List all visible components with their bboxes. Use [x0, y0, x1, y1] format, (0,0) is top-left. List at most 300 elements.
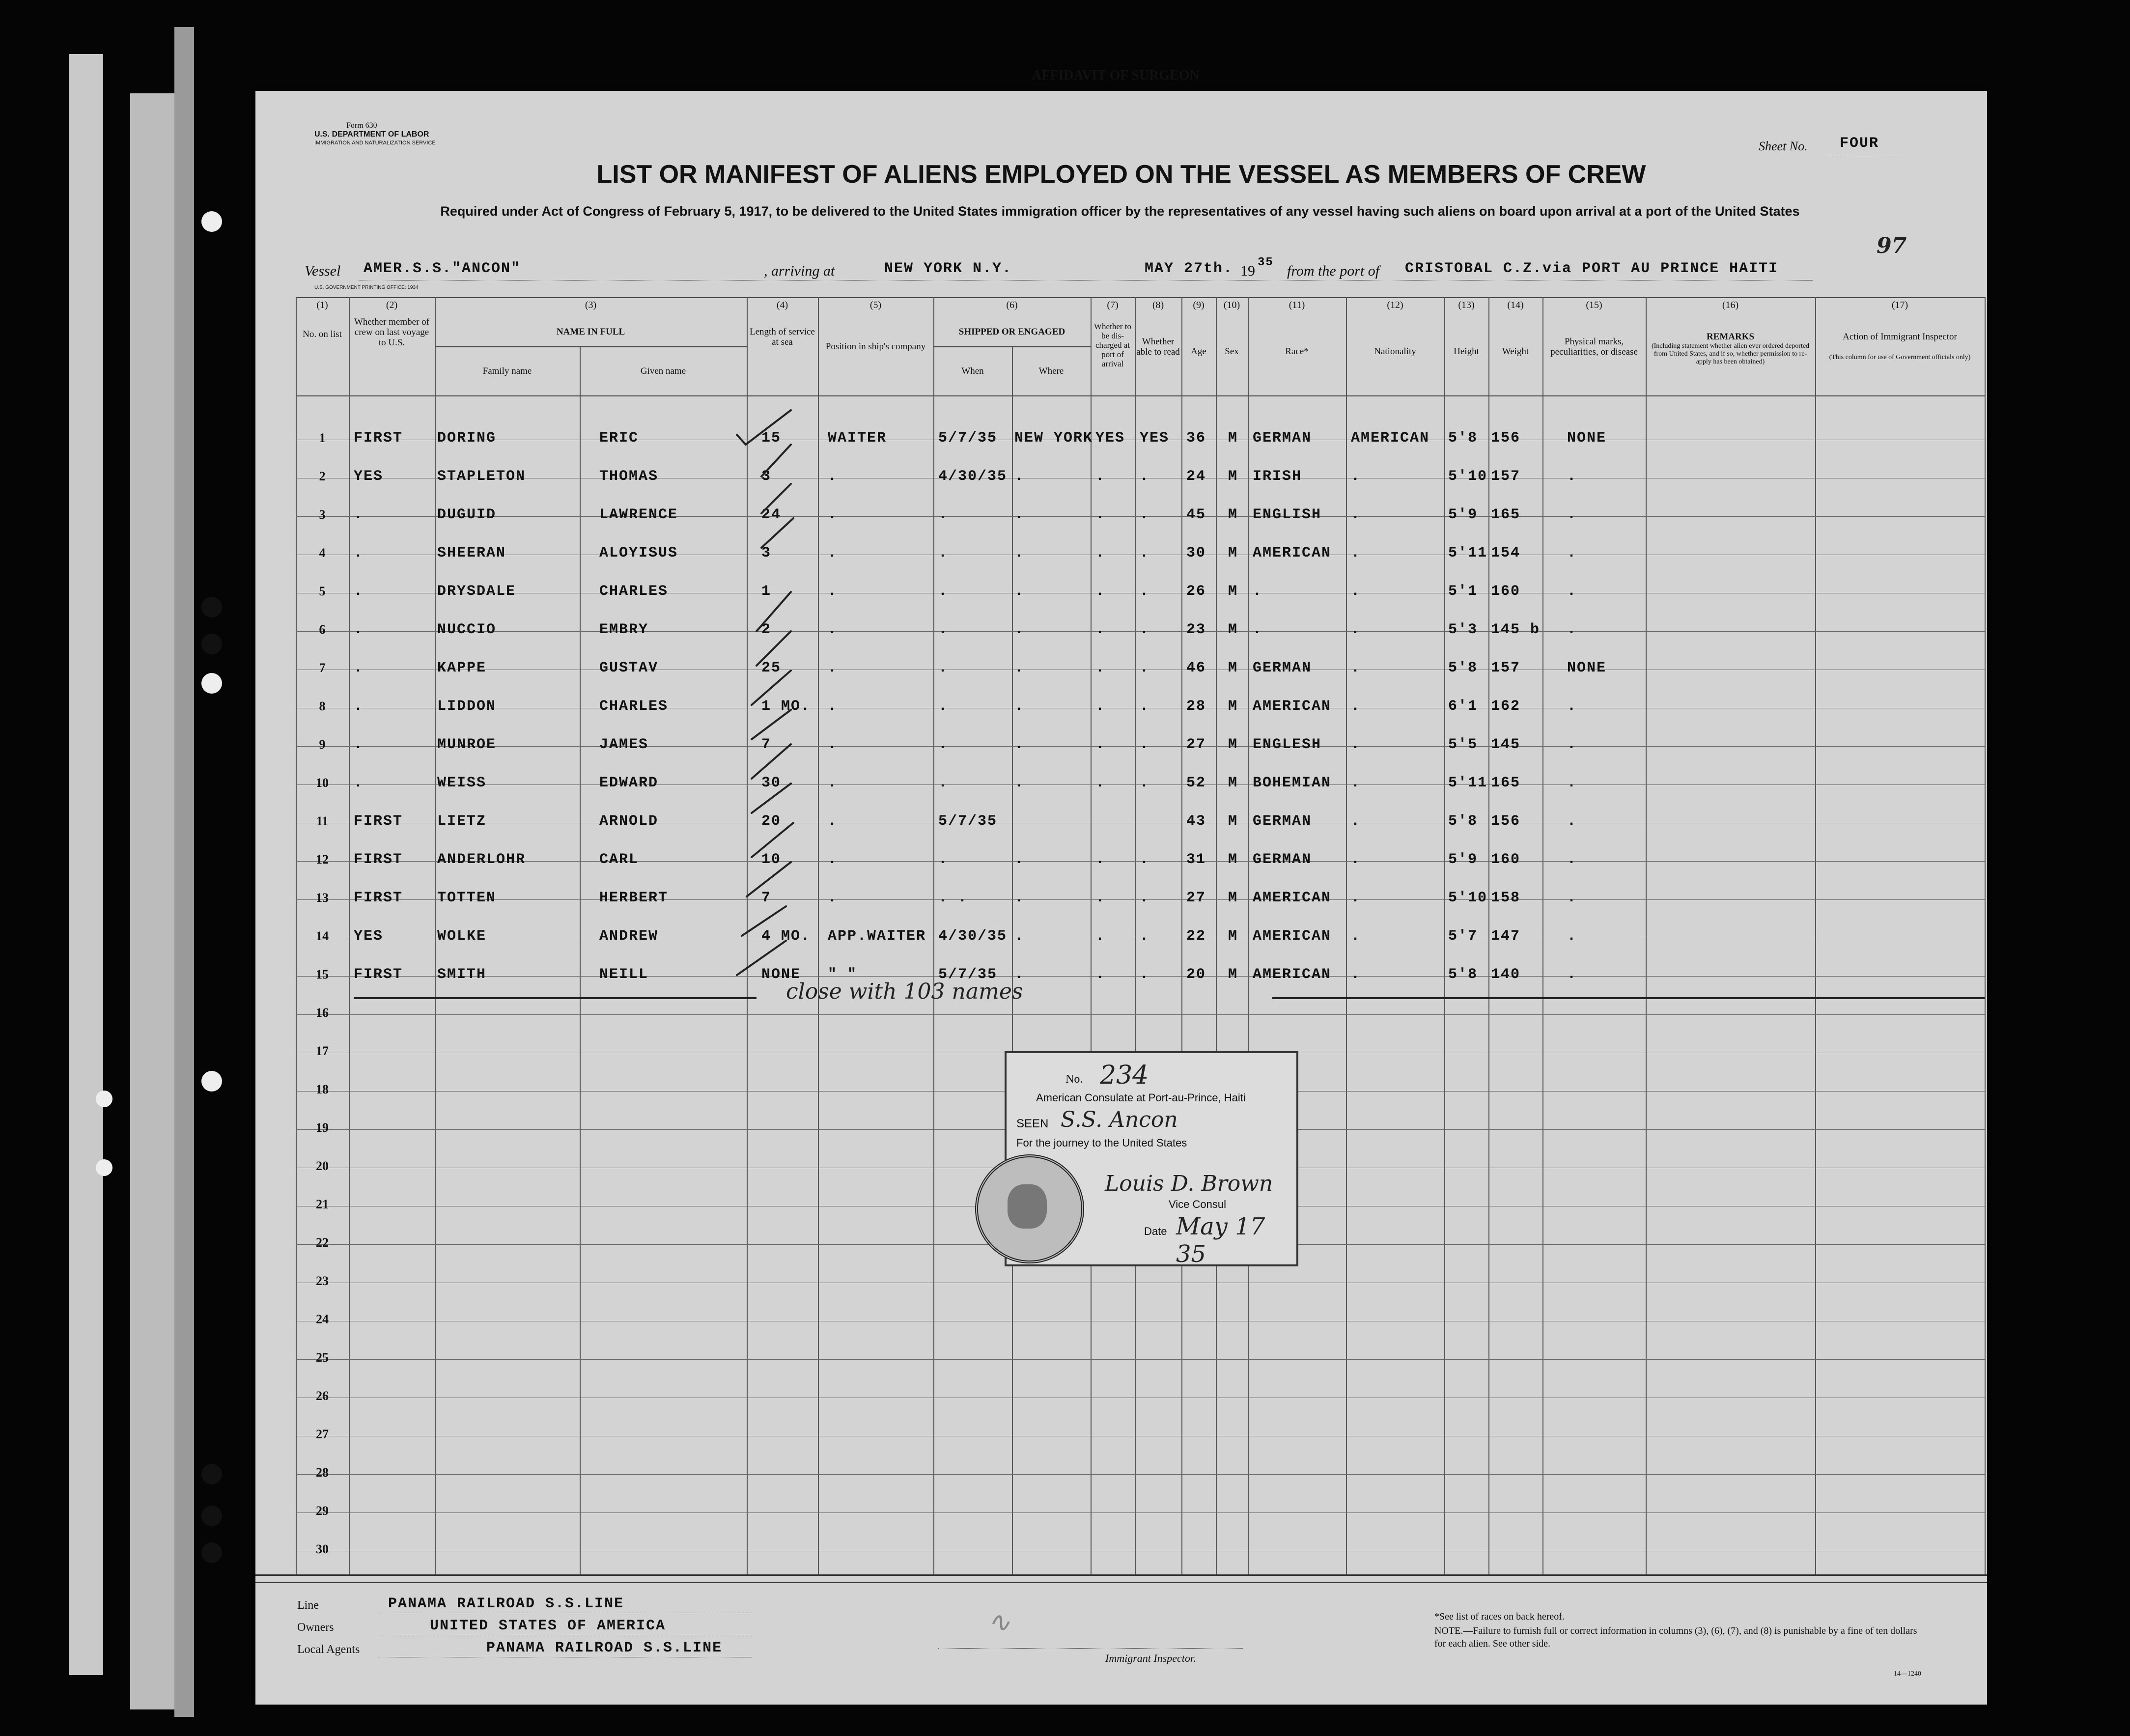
printer-line: U.S. GOVERNMENT PRINTING OFFICE: 1934: [314, 285, 419, 290]
cell-discharged: .: [1095, 545, 1106, 561]
header-remarks-note: (Including statement whether alien ever ordered deported from United States, and if so, whether permission to re-apply has been obtained): [1651, 342, 1810, 365]
cell-length-service: 10: [761, 851, 782, 868]
cell-height: 5'1: [1448, 583, 1478, 600]
cell-nationality: .: [1351, 698, 1361, 715]
inspector-label: Immigrant Inspector.: [1105, 1652, 1196, 1664]
col-num-15: (15): [1586, 300, 1602, 310]
cell-last-voyage: FIRST: [354, 813, 403, 830]
binder-strip-inner: [130, 93, 174, 1709]
cell-physical-marks: .: [1567, 698, 1577, 715]
col-num-14: (14): [1507, 300, 1524, 310]
col-num-7: (7): [1107, 300, 1119, 310]
cell-family-name: DUGUID: [437, 506, 497, 523]
header-shipped: SHIPPED OR ENGAGED: [958, 327, 1065, 337]
cell-read: .: [1140, 890, 1150, 906]
cell-weight: 140: [1491, 966, 1521, 983]
row-number: 27: [316, 1427, 329, 1441]
row-number: 20: [316, 1159, 329, 1173]
from-port: CRISTOBAL C.Z.via PORT AU PRINCE HAITI: [1405, 260, 1779, 277]
cell-length-service: 1: [761, 583, 772, 600]
cell-family-name: STAPLETON: [437, 468, 526, 485]
stamp-no-value: 234: [1100, 1061, 1149, 1090]
cell-nationality: .: [1351, 736, 1361, 753]
cell-nationality: .: [1351, 583, 1361, 600]
form-number: Form 630: [346, 121, 377, 130]
row-number: 9: [319, 737, 326, 752]
col-num-5: (5): [869, 300, 882, 310]
cell-sex: M: [1228, 545, 1238, 561]
cell-position: APP.WAITER: [828, 928, 926, 945]
header-age: Age: [1191, 346, 1206, 357]
cell-length-service: 3: [761, 468, 772, 485]
cell-where: .: [1014, 966, 1025, 983]
cell-age: 22: [1186, 928, 1206, 945]
cell-weight: 157: [1491, 468, 1521, 485]
cell-height: 5'9: [1448, 506, 1478, 523]
cell-length-service: 7: [761, 890, 772, 906]
cell-last-voyage: .: [354, 736, 364, 753]
header-remarks: REMARKS: [1706, 332, 1755, 342]
cell-sex: M: [1228, 890, 1238, 906]
header-height: Height: [1454, 346, 1479, 357]
cell-length-service: 30: [761, 775, 782, 791]
cell-where: .: [1014, 928, 1025, 945]
cell-nationality: .: [1351, 506, 1361, 523]
binder-hole: [201, 1542, 222, 1563]
cell-discharged: .: [1095, 851, 1106, 868]
cell-where: NEW YORK: [1014, 430, 1093, 447]
cell-nationality: .: [1351, 621, 1361, 638]
cell-where: .: [1014, 851, 1025, 868]
cell-last-voyage: .: [354, 660, 364, 676]
cell-discharged: .: [1095, 775, 1106, 791]
cell-race: IRISH: [1253, 468, 1302, 485]
cell-when: . .: [938, 890, 968, 906]
cell-physical-marks: .: [1567, 621, 1577, 638]
cell-given-name: ALOYISUS: [599, 545, 678, 561]
cell-race: .: [1253, 583, 1263, 600]
inspector-signature: ∿: [987, 1606, 1010, 1638]
cell-age: 52: [1186, 775, 1206, 791]
cell-read: .: [1140, 966, 1150, 983]
cell-age: 45: [1186, 506, 1206, 523]
cell-height: 6'1: [1448, 698, 1478, 715]
footer-owners-value: UNITED STATES OF AMERICA: [430, 1618, 666, 1634]
cell-length-service: NONE: [761, 966, 801, 983]
header-when: When: [961, 366, 984, 376]
header-sex: Sex: [1225, 346, 1239, 357]
col-num-3: (3): [585, 300, 597, 310]
vessel-label: Vessel: [305, 263, 341, 279]
cell-last-voyage: YES: [354, 928, 384, 945]
cell-age: 26: [1186, 583, 1206, 600]
row-separator: [296, 1474, 1985, 1475]
year-suffix: 35: [1258, 256, 1274, 269]
stamp-date-label: Date: [1144, 1225, 1167, 1237]
cell-where: .: [1014, 660, 1025, 676]
cell-sex: M: [1228, 660, 1238, 676]
stamp-consulate: American Consulate at Port-au-Prince, Haiti: [1036, 1092, 1246, 1104]
cell-family-name: SMITH: [437, 966, 487, 983]
cell-age: 30: [1186, 545, 1206, 561]
footer-owners-label: Owners: [297, 1621, 334, 1634]
col-num-9: (9): [1193, 300, 1205, 310]
closing-line-left: [354, 997, 757, 999]
cell-when: .: [938, 583, 949, 600]
cell-discharged: .: [1095, 660, 1106, 676]
cell-age: 20: [1186, 966, 1206, 983]
cell-family-name: WEISS: [437, 775, 487, 791]
cell-race: ENGLISH: [1253, 506, 1322, 523]
cell-where: .: [1014, 583, 1025, 600]
header-name-in-full: NAME IN FULL: [556, 327, 625, 337]
footer-line-value: PANAMA RAILROAD S.S.LINE: [388, 1596, 624, 1612]
cell-height: 5'8: [1448, 660, 1478, 676]
cell-family-name: MUNROE: [437, 736, 497, 753]
cell-weight: 147: [1491, 928, 1521, 945]
cell-sex: M: [1228, 698, 1238, 715]
cell-age: 23: [1186, 621, 1206, 638]
cell-race: AMERICAN: [1253, 966, 1332, 983]
arriving-label: , arriving at: [764, 263, 835, 279]
cell-height: 5'11: [1448, 775, 1488, 791]
stamp-no-label: No.: [1065, 1073, 1083, 1086]
cell-height: 5'8: [1448, 430, 1478, 447]
cell-given-name: EDWARD: [599, 775, 659, 791]
row-number: 11: [316, 814, 329, 828]
row-number: 24: [316, 1312, 329, 1326]
cell-height: 5'10: [1448, 468, 1488, 485]
row-number: 21: [316, 1197, 329, 1211]
row-number: 3: [319, 507, 326, 522]
cell-length-service: 3: [761, 545, 772, 561]
header-nationality: Nationality: [1374, 346, 1416, 357]
binder-hole: [201, 673, 222, 694]
cell-weight: 145 b: [1491, 621, 1541, 638]
cell-where: .: [1014, 890, 1025, 906]
page-number: 97: [1877, 233, 1907, 258]
closing-line-right: [1272, 997, 1985, 999]
row-number: 4: [319, 546, 326, 560]
cell-sex: M: [1228, 506, 1238, 523]
cell-family-name: LIETZ: [437, 813, 487, 830]
cell-position: .: [828, 468, 838, 485]
row-number: 18: [316, 1082, 329, 1096]
cell-discharged: .: [1095, 966, 1106, 983]
binder-hole: [201, 1071, 222, 1092]
cell-last-voyage: FIRST: [354, 966, 403, 983]
cell-age: 27: [1186, 890, 1206, 906]
cell-when: 5/7/35: [938, 430, 998, 447]
cell-where: .: [1014, 545, 1025, 561]
cell-height: 5'9: [1448, 851, 1478, 868]
year-prefix: 19: [1240, 263, 1255, 279]
cell-given-name: HERBERT: [599, 890, 669, 906]
cell-family-name: ANDERLOHR: [437, 851, 526, 868]
cell-race: ENGLESH: [1253, 736, 1322, 753]
cell-weight: 158: [1491, 890, 1521, 906]
cell-height: 5'8: [1448, 813, 1478, 830]
row-number: 12: [316, 852, 329, 867]
col-num-2: (2): [386, 300, 398, 310]
cell-sex: M: [1228, 621, 1238, 638]
cell-physical-marks: .: [1567, 775, 1577, 791]
cell-height: 5'5: [1448, 736, 1478, 753]
binder-hole: [96, 1091, 112, 1107]
cell-length-service: 25: [761, 660, 782, 676]
row-number: 26: [316, 1389, 329, 1403]
header-physical-marks: Physical marks, peculiarities, or disease: [1550, 336, 1638, 357]
cell-age: 31: [1186, 851, 1206, 868]
row-number: 14: [316, 929, 329, 943]
cell-discharged: .: [1095, 698, 1106, 715]
affidavit-label: AFFIDAVIT OF SURGEON: [1032, 68, 1200, 83]
row-number: 16: [316, 1006, 329, 1020]
row-number: 29: [316, 1504, 329, 1518]
cell-last-voyage: .: [354, 775, 364, 791]
cell-weight: 162: [1491, 698, 1521, 715]
cell-sex: M: [1228, 851, 1238, 868]
cell-nationality: .: [1351, 851, 1361, 868]
col-num-1: (1): [316, 300, 328, 310]
row-number: 7: [319, 661, 326, 675]
cell-read: .: [1140, 583, 1150, 600]
stamp-seen-value: S.S. Ancon: [1061, 1107, 1178, 1132]
cell-last-voyage: .: [354, 583, 364, 600]
cell-read: .: [1140, 928, 1150, 945]
cell-nationality: .: [1351, 966, 1361, 983]
cell-position: .: [828, 621, 838, 638]
cell-age: 28: [1186, 698, 1206, 715]
header-length-service: Length of service at sea: [750, 327, 815, 347]
cell-given-name: LAWRENCE: [599, 506, 678, 523]
cell-nationality: .: [1351, 660, 1361, 676]
row-number: 1: [319, 431, 326, 445]
cell-given-name: EMBRY: [599, 621, 649, 638]
cell-height: 5'10: [1448, 890, 1488, 906]
cell-physical-marks: .: [1567, 545, 1577, 561]
cell-read: .: [1140, 545, 1150, 561]
cell-last-voyage: FIRST: [354, 851, 403, 868]
binder-hole: [201, 1464, 222, 1484]
cell-physical-marks: .: [1567, 813, 1577, 830]
cell-age: 27: [1186, 736, 1206, 753]
cell-weight: 165: [1491, 506, 1521, 523]
cell-given-name: ANDREW: [599, 928, 659, 945]
consulate-seal-icon: [975, 1154, 1084, 1263]
stamp-date-value: May 17 35: [1176, 1213, 1265, 1268]
cell-family-name: DRYSDALE: [437, 583, 516, 600]
cell-given-name: CARL: [599, 851, 639, 868]
cell-age: 46: [1186, 660, 1206, 676]
cell-discharged: .: [1095, 621, 1106, 638]
cell-nationality: .: [1351, 813, 1361, 830]
cell-when: .: [938, 660, 949, 676]
cell-race: AMERICAN: [1253, 890, 1332, 906]
cell-physical-marks: .: [1567, 966, 1577, 983]
cell-position: .: [828, 890, 838, 906]
cell-length-service: 1 MO.: [761, 698, 811, 715]
cell-read: .: [1140, 468, 1150, 485]
cell-given-name: GUSTAV: [599, 660, 659, 676]
cell-discharged: .: [1095, 736, 1106, 753]
cell-where: .: [1014, 775, 1025, 791]
cell-position: WAITER: [828, 430, 887, 447]
vessel-name: AMER.S.S."ANCON": [364, 260, 521, 277]
col-num-10: (10): [1223, 300, 1240, 310]
department: U.S. DEPARTMENT OF LABOR: [314, 130, 429, 139]
cell-family-name: DORING: [437, 430, 497, 447]
cell-physical-marks: NONE: [1567, 660, 1607, 676]
cell-where: .: [1014, 506, 1025, 523]
cell-when: .: [938, 506, 949, 523]
row-number: 8: [319, 699, 326, 713]
col-num-12: (12): [1387, 300, 1403, 310]
cell-position: .: [828, 813, 838, 830]
binder-strip-left: [69, 54, 103, 1675]
cell-race: GERMAN: [1253, 430, 1312, 447]
cell-race: GERMAN: [1253, 851, 1312, 868]
cell-read: .: [1140, 851, 1150, 868]
cell-age: 43: [1186, 813, 1206, 830]
cell-when: 5/7/35: [938, 813, 998, 830]
sheet-number: FOUR: [1840, 135, 1879, 152]
cell-position: .: [828, 851, 838, 868]
cell-family-name: SHEERAN: [437, 545, 506, 561]
cell-last-voyage: .: [354, 506, 364, 523]
cell-when: .: [938, 736, 949, 753]
cell-length-service: 2: [761, 621, 772, 638]
cell-position: .: [828, 545, 838, 561]
cell-height: 5'11: [1448, 545, 1488, 561]
row-number: 30: [316, 1542, 329, 1556]
cell-where: .: [1014, 736, 1025, 753]
cell-read: .: [1140, 698, 1150, 715]
cell-sex: M: [1228, 966, 1238, 983]
binder-hole: [201, 211, 222, 232]
header-family-name: Family name: [482, 366, 532, 376]
cell-age: 24: [1186, 468, 1206, 485]
footer-form-code: 14—1240: [1894, 1670, 1921, 1678]
cell-weight: 154: [1491, 545, 1521, 561]
cell-last-voyage: FIRST: [354, 890, 403, 906]
cell-where: .: [1014, 468, 1025, 485]
cell-physical-marks: .: [1567, 890, 1577, 906]
page-subtitle: Required under Act of Congress of February 5, 1917, to be delivered to the United States immigration officer by the representatives of any vessel having such aliens on board upon arrival at a port of the United States: [440, 204, 1800, 219]
cell-length-service: 20: [761, 813, 782, 830]
cell-sex: M: [1228, 928, 1238, 945]
cell-read: .: [1140, 621, 1150, 638]
cell-nationality: .: [1351, 928, 1361, 945]
cell-family-name: WOLKE: [437, 928, 487, 945]
cell-sex: M: [1228, 430, 1238, 447]
cell-family-name: TOTTEN: [437, 890, 497, 906]
cell-weight: 145: [1491, 736, 1521, 753]
cell-weight: 156: [1491, 813, 1521, 830]
cell-when: 4/30/35: [938, 468, 1008, 485]
closing-note: close with 103 names: [786, 979, 1023, 1004]
cell-race: .: [1253, 621, 1263, 638]
header-able-to-read: Whether able to read: [1136, 336, 1180, 357]
header-where: Where: [1038, 366, 1064, 376]
cell-read: .: [1140, 736, 1150, 753]
cell-discharged: .: [1095, 583, 1106, 600]
cell-weight: 165: [1491, 775, 1521, 791]
cell-read: .: [1140, 506, 1150, 523]
cell-position: " ": [828, 966, 858, 983]
arrival-date: MAY 27th.: [1145, 260, 1233, 277]
cell-family-name: LIDDON: [437, 698, 497, 715]
cell-given-name: CHARLES: [599, 698, 669, 715]
row-number: 17: [316, 1044, 329, 1058]
cell-when: .: [938, 851, 949, 868]
cell-discharged: .: [1095, 928, 1106, 945]
row-number: 28: [316, 1465, 329, 1480]
header-weight: Weight: [1502, 346, 1529, 357]
cell-nationality: .: [1351, 775, 1361, 791]
cell-discharged: YES: [1095, 430, 1125, 447]
cell-last-voyage: .: [354, 698, 364, 715]
row-number: 15: [316, 967, 329, 981]
stamp-seen-label: SEEN: [1016, 1117, 1049, 1130]
binder-hole: [201, 597, 222, 617]
cell-sex: M: [1228, 583, 1238, 600]
cell-length-service: 15: [761, 430, 782, 447]
footer-note-races: *See list of races on back hereof.: [1434, 1611, 1565, 1622]
cell-weight: 156: [1491, 430, 1521, 447]
cell-height: 5'8: [1448, 966, 1478, 983]
binder-hole: [96, 1159, 112, 1176]
binder-hole: [201, 634, 222, 654]
header-position: Position in ship's company: [825, 341, 926, 352]
header-no-on-list: No. on list: [303, 329, 342, 339]
cell-family-name: KAPPE: [437, 660, 487, 676]
row-number: 19: [316, 1120, 329, 1135]
footer-line-label: Line: [297, 1599, 319, 1612]
col-num-13: (13): [1458, 300, 1475, 310]
cell-sex: M: [1228, 813, 1238, 830]
cell-height: 5'7: [1448, 928, 1478, 945]
cell-given-name: ARNOLD: [599, 813, 659, 830]
header-race: Race*: [1285, 346, 1309, 357]
cell-read: .: [1140, 775, 1150, 791]
cell-last-voyage: .: [354, 621, 364, 638]
sheet-label: Sheet No.: [1759, 139, 1808, 153]
row-number: 2: [319, 469, 326, 483]
cell-physical-marks: .: [1567, 851, 1577, 868]
cell-last-voyage: FIRST: [354, 430, 403, 447]
cell-race: BOHEMIAN: [1253, 775, 1332, 791]
col-num-8: (8): [1152, 300, 1164, 310]
cell-when: .: [938, 621, 949, 638]
backing-sheet: [174, 27, 194, 1717]
cell-read: .: [1140, 660, 1150, 676]
col-num-6: (6): [1006, 300, 1018, 310]
header-last-voyage: Whether member of crew on last voyage to U.S.: [354, 317, 429, 348]
cell-discharged: .: [1095, 468, 1106, 485]
cell-last-voyage: .: [354, 545, 364, 561]
cell-weight: 157: [1491, 660, 1521, 676]
manifest-sheet: [255, 91, 1987, 1705]
col-num-11: (11): [1289, 300, 1305, 310]
cell-position: .: [828, 775, 838, 791]
cell-given-name: ERIC: [599, 430, 639, 447]
cell-position: .: [828, 698, 838, 715]
cell-physical-marks: .: [1567, 736, 1577, 753]
cell-age: 36: [1186, 430, 1206, 447]
cell-race: AMERICAN: [1253, 698, 1332, 715]
cell-sex: M: [1228, 775, 1238, 791]
